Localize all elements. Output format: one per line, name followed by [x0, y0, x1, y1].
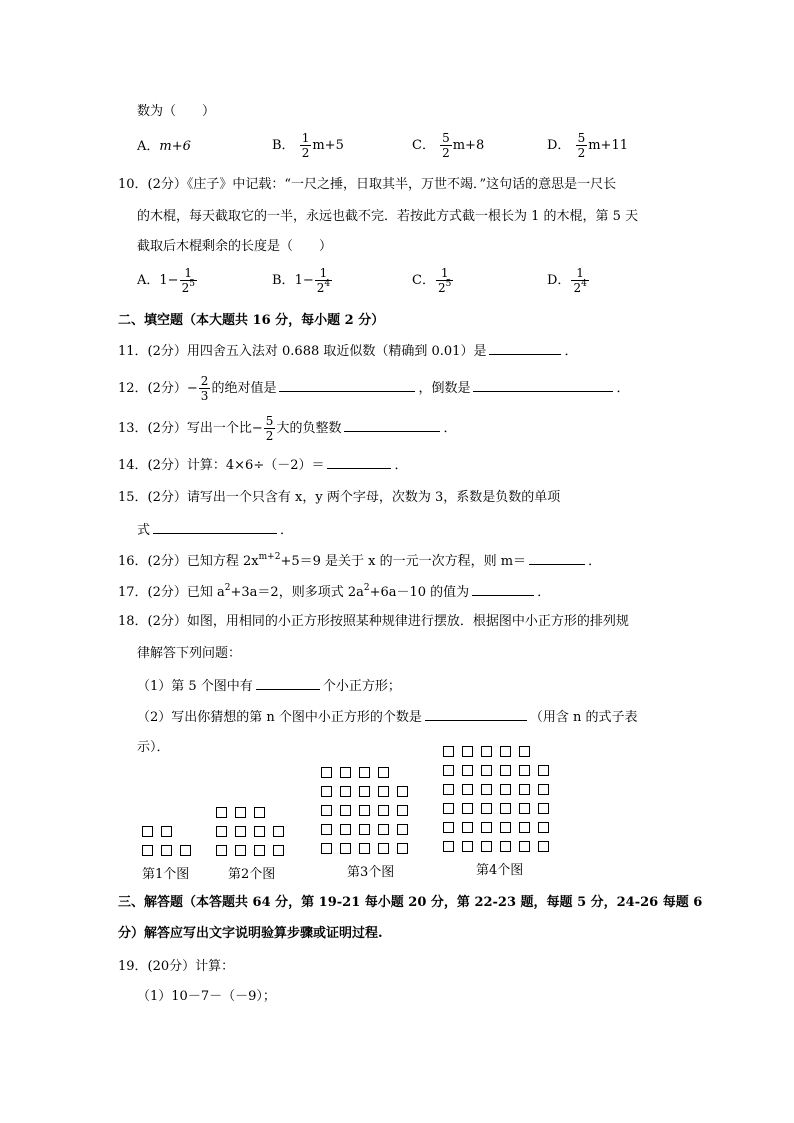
- question-text: 的绝对值是: [211, 381, 277, 396]
- question-end: ．: [616, 381, 630, 396]
- small-square: [254, 807, 265, 818]
- small-square: [180, 845, 191, 856]
- fraction: $\frac{2}{3}$: [200, 374, 209, 403]
- small-square: [443, 765, 454, 776]
- small-square: [462, 803, 473, 814]
- small-square: [378, 805, 389, 816]
- small-square: [340, 824, 351, 835]
- small-square: [519, 746, 530, 757]
- figure-label-2: 第2个图: [228, 867, 276, 882]
- option-text: m+6: [159, 139, 191, 154]
- small-square: [500, 746, 511, 757]
- question-text: 式: [137, 523, 151, 538]
- question-end: ．: [394, 458, 408, 473]
- fraction: $\frac{5}{2}$: [442, 131, 450, 160]
- option-label: D．: [547, 273, 571, 288]
- small-square: [235, 826, 246, 837]
- small-square: [500, 765, 511, 776]
- q19-part1: （1）10－7－（－9）；: [137, 989, 276, 1004]
- fraction: $\frac{5}{2}$: [577, 131, 586, 160]
- fraction: $\frac{1}{2^4}$: [316, 266, 331, 295]
- question-text: 14．(2分）计算：4×6÷（－2）＝: [118, 458, 325, 473]
- small-square: [340, 805, 351, 816]
- question-prefix: 12．(2分）: [118, 381, 187, 396]
- small-square: [397, 843, 408, 854]
- q18-sub2-end: 示）．: [137, 740, 170, 755]
- small-square: [538, 784, 549, 795]
- small-square: [519, 784, 530, 795]
- small-square: [321, 824, 332, 835]
- question-text: 11．(2分）用四舍五入法对 0.688 取近似数（精确到 0.01）是: [118, 344, 487, 359]
- small-square: [519, 841, 530, 852]
- fraction: $\frac{1}{2}$: [301, 131, 310, 160]
- small-square: [481, 784, 492, 795]
- fraction: $\frac{1}{2^4}$: [573, 266, 587, 295]
- small-square: [462, 822, 473, 833]
- small-square: [481, 765, 492, 776]
- small-square: [254, 845, 265, 856]
- figure-label-1: 第1个图: [142, 867, 190, 882]
- small-square: [359, 786, 370, 797]
- question-text: （2）写出你猜想的第 n 个图中小正方形的个数是: [137, 710, 422, 725]
- option-label: C．: [412, 138, 435, 153]
- small-square: [161, 826, 172, 837]
- small-square: [216, 826, 227, 837]
- question-text: +3a＝2，则多项式 2a: [230, 585, 364, 600]
- question-text: +5＝9 是关于 x 的一元一次方程，则 m＝: [280, 554, 527, 569]
- option-label: D．: [547, 138, 571, 153]
- question-end: ．: [443, 421, 457, 436]
- small-square: [538, 765, 549, 776]
- small-square: [378, 786, 389, 797]
- small-square: [321, 767, 332, 778]
- option-label: A．: [137, 139, 160, 154]
- fraction: $\frac{1}{2^5}$: [181, 266, 195, 295]
- small-square: [538, 822, 549, 833]
- small-square: [321, 805, 332, 816]
- small-square: [359, 843, 370, 854]
- small-square: [519, 822, 530, 833]
- figure-label-4: 第4个图: [476, 863, 524, 878]
- small-square: [397, 824, 408, 835]
- small-square: [500, 841, 511, 852]
- q15-line1: 15．(2分）请写出一个只含有 x，y 两个字母，次数为 3，系数是负数的单项: [118, 490, 561, 505]
- small-square: [397, 805, 408, 816]
- option-label: C．: [412, 273, 435, 288]
- small-square: [500, 822, 511, 833]
- small-square: [378, 767, 389, 778]
- small-square: [142, 826, 153, 837]
- option-tail: m+11: [588, 138, 628, 153]
- small-square: [462, 841, 473, 852]
- small-square: [340, 767, 351, 778]
- question-end: ．: [564, 344, 578, 359]
- small-square: [443, 803, 454, 814]
- small-square: [500, 784, 511, 795]
- question-prefix: 16．(2分）已知方程 2x: [118, 554, 259, 569]
- question-text-2: （用含 n 的式子表: [529, 710, 638, 725]
- question-text-2: 个小正方形；: [322, 679, 401, 694]
- small-square: [443, 841, 454, 852]
- question-text-2: ，倒数是: [418, 381, 471, 396]
- section-heading-solve-line1: 三、解答题（本答题共 64 分，第 19-21 每小题 20 分，第 22-23 题，每题 5 分，24-26 每题 6: [118, 895, 703, 910]
- small-square: [443, 746, 454, 757]
- small-square: [397, 786, 408, 797]
- section-heading-solve-line2: 分）解答应写出文字说明验算步骤或证明过程.: [118, 926, 383, 941]
- small-square: [481, 822, 492, 833]
- small-square: [538, 841, 549, 852]
- small-square: [462, 765, 473, 776]
- question-text-2: +6a－10 的值为: [369, 585, 470, 600]
- small-square: [340, 843, 351, 854]
- question-end: ．: [280, 523, 294, 538]
- q10-line2: 的木棍，每天截取它的一半，永远也截不完．若按此方式截一根长为 1 的木棍，第 5 天: [137, 209, 639, 224]
- small-square: [481, 803, 492, 814]
- small-square: [235, 807, 246, 818]
- small-square: [443, 822, 454, 833]
- section-heading-fill-in: 二、填空题（本大题共 16 分，每小题 2 分）: [118, 313, 385, 328]
- option-prefix: 1−: [159, 273, 179, 288]
- fraction: $\frac{5}{2}$: [265, 414, 274, 443]
- small-square: [161, 845, 172, 856]
- small-square: [378, 843, 389, 854]
- small-square: [216, 807, 227, 818]
- option-label: B．: [272, 138, 295, 153]
- exponent: 2: [224, 583, 231, 593]
- option-label: A．: [137, 273, 160, 288]
- q10-line1: 10．(2分）《庄子》中记载：“一尺之捶，日取其半，万世不竭．”这句话的意思是一尺长: [118, 177, 617, 192]
- small-square: [321, 786, 332, 797]
- small-square: [481, 746, 492, 757]
- option-prefix: 1−: [294, 273, 314, 288]
- small-square: [273, 845, 284, 856]
- small-square: [216, 845, 227, 856]
- small-square: [235, 845, 246, 856]
- q19-title: 19．(20分）计算：: [118, 959, 235, 974]
- small-square: [462, 784, 473, 795]
- small-square: [481, 841, 492, 852]
- small-square: [519, 803, 530, 814]
- small-square: [359, 767, 370, 778]
- question-end: ．: [588, 554, 602, 569]
- small-square: [254, 826, 265, 837]
- small-square: [321, 843, 332, 854]
- small-square: [273, 826, 284, 837]
- small-square: [359, 805, 370, 816]
- question-prefix: 17．(2分）已知 a: [118, 585, 225, 600]
- figure-label-3: 第3个图: [347, 865, 395, 880]
- fraction: $\frac{1}{2^5}$: [437, 266, 452, 295]
- q10-line3: 截取后木棍剩余的长度是（ ）: [137, 239, 333, 254]
- exponent: m+2: [258, 552, 281, 562]
- small-square: [378, 824, 389, 835]
- small-square: [462, 746, 473, 757]
- exponent: 2: [363, 583, 370, 593]
- small-square: [538, 803, 549, 814]
- question-end: ．: [537, 585, 551, 600]
- q9-tail: 数为（ ）: [137, 104, 216, 119]
- option-label: B．: [272, 273, 295, 288]
- option-tail: m+8: [452, 138, 485, 153]
- question-text: （1）第 5 个图中有: [137, 679, 253, 694]
- minus-sign: −: [186, 381, 198, 396]
- question-prefix: 13．(2分）写出一个比: [118, 421, 252, 436]
- small-square: [142, 845, 153, 856]
- minus-sign: −: [251, 421, 263, 436]
- q18-line1: 18．(2分）如图，用相同的小正方形按照某种规律进行摆放．根据图中小正方形的排列规: [118, 614, 629, 629]
- question-text: 大的负整数: [276, 421, 342, 436]
- small-square: [340, 786, 351, 797]
- small-square: [443, 784, 454, 795]
- small-square: [519, 765, 530, 776]
- q18-line2: 律解答下列问题：: [137, 646, 242, 661]
- option-tail: m+5: [312, 138, 344, 153]
- small-square: [500, 803, 511, 814]
- small-square: [359, 824, 370, 835]
